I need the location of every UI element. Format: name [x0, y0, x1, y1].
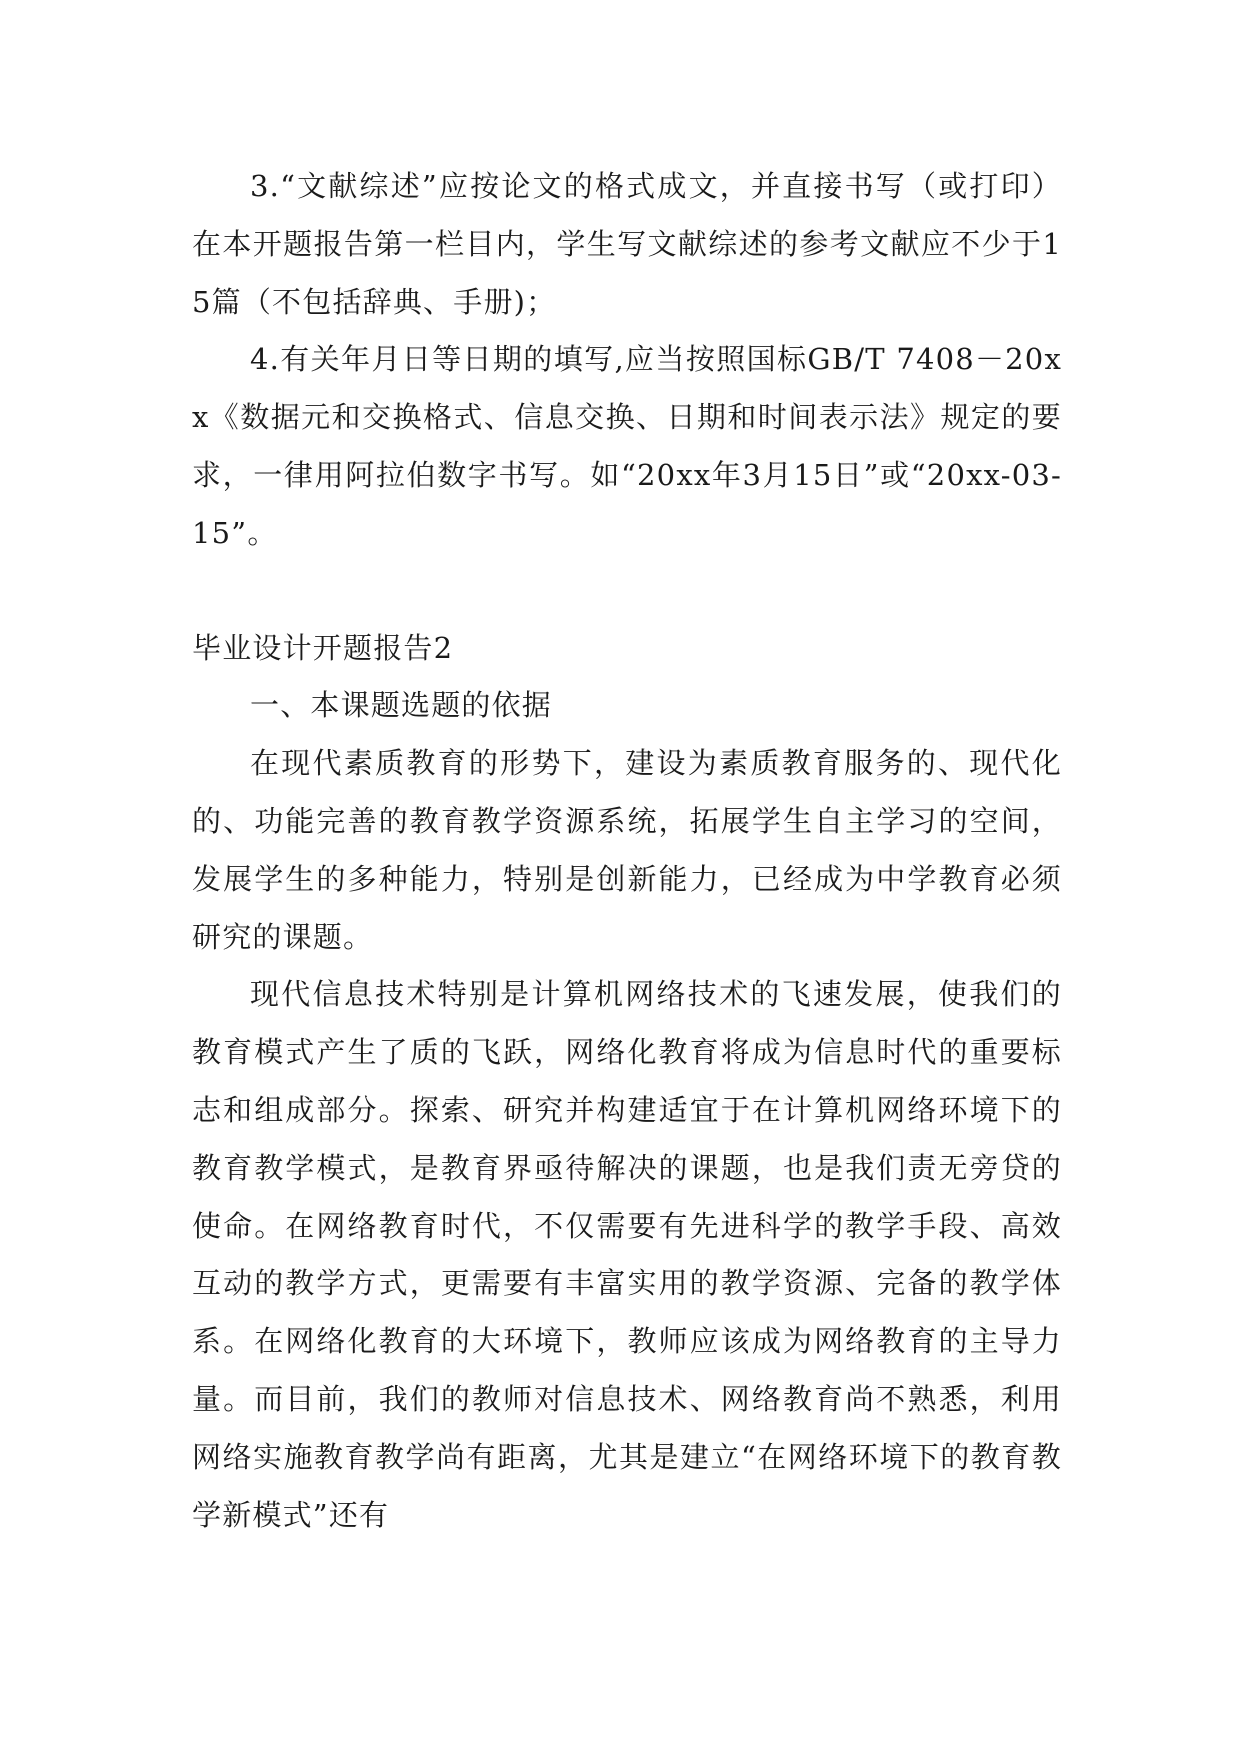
paragraph-item-3: 3.“文献综述”应按论文的格式成文，并直接书写（或打印）在本开题报告第一栏目内，学生写文献综述的参考文献应不少于15篇（不包括辞典、手册)；: [192, 169, 1062, 319]
document-page: [192, 158, 1062, 1544]
body-paragraph-2: 现代信息技术特别是计算机网络技术的飞速发展，使我们的教育模式产生了质的飞跃，网络化教育将成为信息时代的重要标志和组成部分。探索、研究并构建适宜于在计算机网络环境下的教育教学模式，是教育界亟待解决的课题，也是我们责无旁贷的使命。在网络教育时代，不仅需要有先进科学的教学手段、高效互动的教学方式，更需要有丰富实用的教学资源、完备的教学体系。在网络化教育的大环境下，教师应该成为网络教育的主导力量。而目前，我们的教师对信息技术、网络教育尚不熟悉，利用网络实施教育教学尚有距离，尤其是建立“在网络环境下的教育教学新模式”还有: [192, 977, 1062, 1532]
section-title: 一、本课题选题的依据: [250, 688, 553, 723]
report-heading: 毕业设计开题报告2: [192, 630, 454, 665]
body-paragraph-1: 在现代素质教育的形势下，建设为素质教育服务的、现代化的、功能完善的教育教学资源系统，拓展学生自主学习的空间，发展学生的多种能力，特别是创新能力，已经成为中学教育必须研究的课题。: [192, 746, 1062, 954]
paragraph-item-4: 4.有关年月日等日期的填写,应当按照国标GB/T 7408－20xx《数据元和交换格式、信息交换、日期和时间表示法》规定的要求，一律用阿拉伯数字书写。如“20xx年3月15日”或“20xx-03-15”。: [192, 342, 1062, 550]
